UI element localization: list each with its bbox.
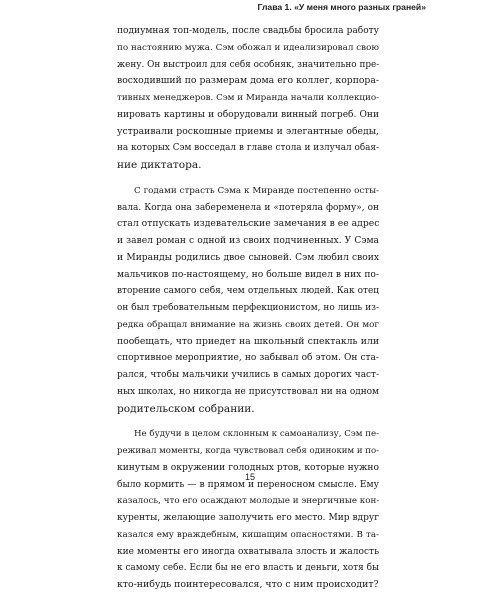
text-line: Не будучи в целом склонным к самоанализу, Сэм пе- xyxy=(134,429,379,440)
text-line: подиумная топ-модель, после свадьбы бросила работу xyxy=(117,26,379,36)
text-line: стал отпускать издевательские замечания в ее адрес xyxy=(117,218,379,230)
paragraph-1 xyxy=(117,23,379,174)
text-line: кинутым в окружении голодных ртов, которые нужно xyxy=(117,462,379,473)
running-header: Глава 1. «У меня много разных граней» xyxy=(257,2,426,12)
text-line: реживал моменты, когда чувствовал себя одиноким и по- xyxy=(117,446,379,456)
text-line: куренты, желающие заполучить его место. Мир вдруг xyxy=(117,513,379,523)
text-line: родительском собрании. xyxy=(117,402,255,415)
text-line: тивных менеджеров. Сэм и Миранда начали коллекцио- xyxy=(117,93,379,103)
text-line: спортивное мероприятие, но забывал об этом. Он ста- xyxy=(117,353,379,364)
text-line: жену. Он выстроил для себя особняк, значительно пре- xyxy=(117,59,379,70)
text-line: к самому себе. Если бы не его власть и деньги, хотя бы xyxy=(117,563,379,574)
text-line: нировать картины и оборудовали винный погреб. Они xyxy=(117,109,379,120)
text-line: ных школах, но никогда не присутствовал ни на одном xyxy=(117,386,379,397)
text-line: кто-нибудь поинтересовался, что с ним происходит? xyxy=(117,579,379,590)
text-line: по настоянию мужа. Сэм обожал и идеализировал свою xyxy=(117,42,379,53)
text-line: мальчиков по-настоящему, но больше видел в них по- xyxy=(117,269,379,280)
text-line: он был требовательным перфекционистом, но лишь из- xyxy=(117,303,379,313)
text-line: восходивший по размерам дома его коллег, корпора- xyxy=(117,75,379,87)
text-line: устраивали роскошные приемы и элегантные обеды, xyxy=(117,125,379,137)
text-line: и завел роман с одной из своих подчиненных. У Сэма xyxy=(117,236,379,246)
text-line: ние диктатора. xyxy=(117,159,202,171)
page-number: 15 xyxy=(244,472,255,482)
text-line: казался ему враждебным, кишащим опасностями. В та- xyxy=(117,529,379,540)
text-line: и Миранды родились двое сыновей. Сэм любил своих xyxy=(117,252,379,263)
paragraph-2 xyxy=(117,183,379,418)
text-line: было кормить — в прямом и переносном смысле. Ему xyxy=(117,479,379,490)
text-line: рался, чтобы мальчики учились в самых дорогих част- xyxy=(117,370,379,380)
text-line: кие моменты его иногда охватывала злость и жалость xyxy=(117,546,379,557)
text-line: казалось, что его осаждают молодые и энергичные кон- xyxy=(117,496,379,507)
text-line: вала. Когда она забеременела и «потеряла форму», он xyxy=(117,202,379,213)
text-line: пообещать, что приедет на школьный спектакль или xyxy=(117,335,379,347)
text-line: на которых Сэм восседал в главе стола и излучал обая- xyxy=(117,143,379,154)
text-line: вторение самого себя, чем отдельных людей. Как отец xyxy=(117,286,379,297)
text-line: С годами страсть Сэма к Миранде постепенно осты- xyxy=(134,185,379,196)
text-line: редка обращал внимание на жизнь своих детей. Он мог xyxy=(117,319,379,330)
paragraph-3 xyxy=(117,426,379,594)
body-text xyxy=(117,23,379,594)
